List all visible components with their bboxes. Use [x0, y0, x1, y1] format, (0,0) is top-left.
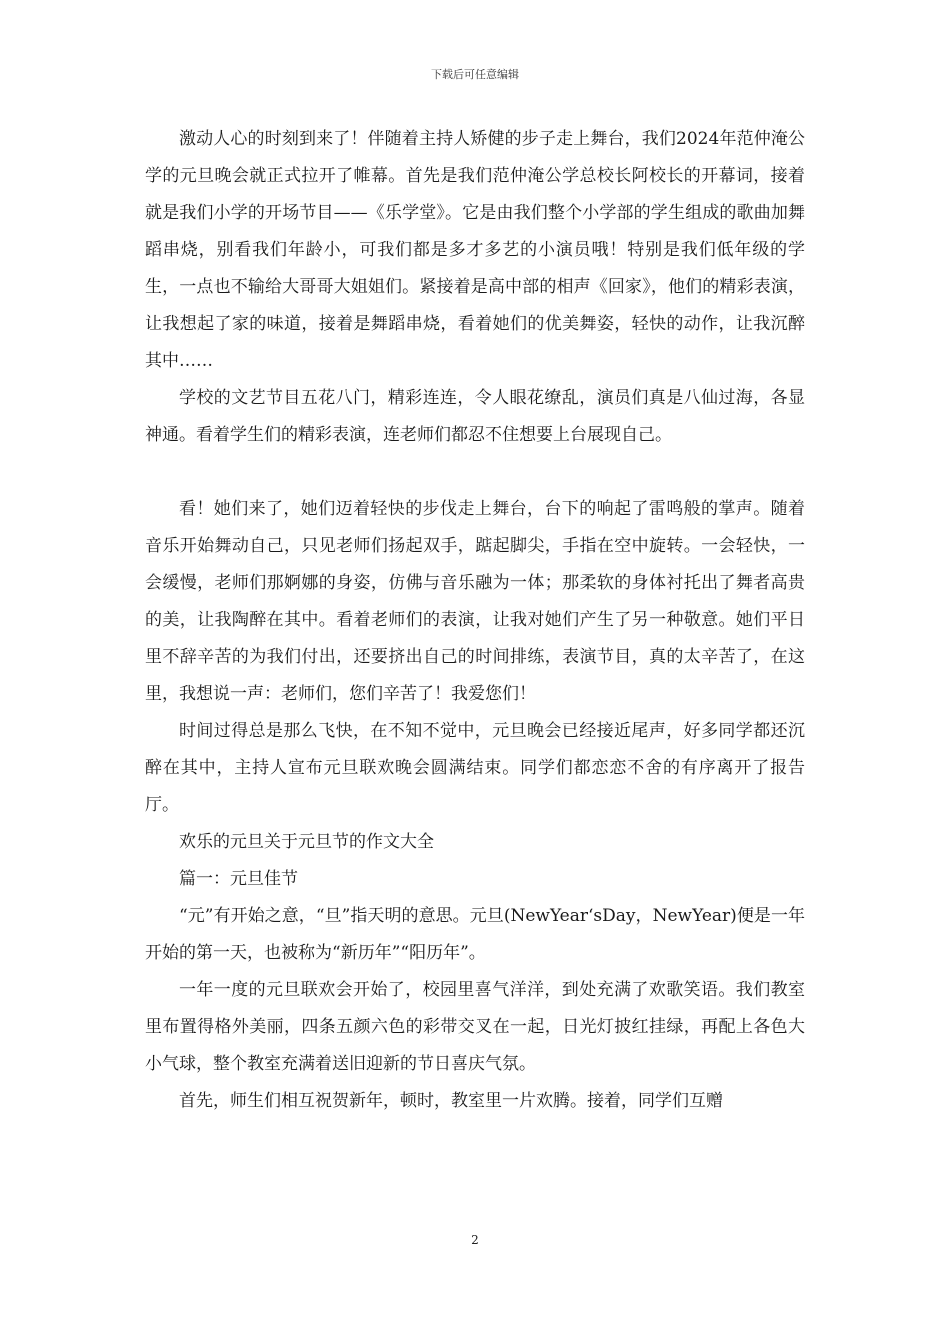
paragraph-2: 学校的文艺节目五花八门，精彩连连，令人眼花缭乱，演员们真是八仙过海，各显神通。看着学生们的精彩表演，连老师们都忍不住想要上台展现自己。 — [145, 388, 805, 445]
page-number: 2 — [471, 1233, 479, 1247]
paragraph-1: 激动人心的时刻到来了！伴随着主持人矫健的步子走上舞台，我们2024年范仲淹公学的元旦晚会就正式拉开了帷幕。首先是我们范仲淹公学总校长阿校长的开幕词，接着就是我们小学的开场节目——《乐学堂》。它是由我们整个小学部的学生组成的歌曲加舞蹈串烧，别看我们年龄小，可我们都是多才多艺的小演员哦！特别是我们低年级的学生，一点也不输给大哥哥大姐姐们。紧接着是高中部的相声《回家》，他们的精彩表演，让我想起了家的味道，接着是舞蹈串烧，看着她们的优美舞姿，轻快的动作，让我沉醉其中…… — [145, 129, 805, 371]
paragraph-3: 看！她们来了，她们迈着轻快的步伐走上舞台，台下的响起了雷鸣般的掌声。随着音乐开始舞动自己，只见老师们扬起双手，踮起脚尖，手指在空中旋转。一会轻快，一会缓慢，老师们那婀娜的身姿，仿佛与音乐融为一体；那柔软的身体衬托出了舞者高贵的美，让我陶醉在其中。看着老师们的表演，让我对她们产生了另一种敬意。她们平日里不辞辛苦的为我们付出，还要挤出自己的时间排练，表演节目，真的太辛苦了，在这里，我想说一声：老师们，您们辛苦了！我爱您们！ — [145, 499, 805, 704]
document-body — [145, 121, 805, 1120]
paragraph-7: 首先，师生们相互祝贺新年，顿时，教室里一片欢腾。接着，同学们互赠 — [179, 1091, 723, 1111]
article-title: 欢乐的元旦关于元旦节的作文大全 — [179, 832, 434, 852]
page-header: 下载后可任意编辑 — [431, 68, 519, 81]
paragraph-5: “元”有开始之意，“旦”指天明的意思。元旦(NewYear‘sDay，NewYear)便是一年开始的第一天，也被称为“新历年”“阳历年”。 — [145, 906, 805, 963]
paragraph-6: 一年一度的元旦联欢会开始了，校园里喜气洋洋，到处充满了欢歌笑语。我们教室里布置得格外美丽，四条五颜六色的彩带交叉在一起，日光灯披红挂绿，再配上各色大小气球，整个教室充满着送旧迎新的节日喜庆气氛。 — [145, 980, 805, 1074]
paragraph-4: 时间过得总是那么飞快，在不知不觉中，元旦晚会已经接近尾声，好多同学都还沉醉在其中，主持人宣布元旦联欢晚会圆满结束。同学们都恋恋不舍的有序离开了报告厅。 — [145, 721, 805, 815]
section-heading: 篇一：元旦佳节 — [179, 869, 298, 889]
